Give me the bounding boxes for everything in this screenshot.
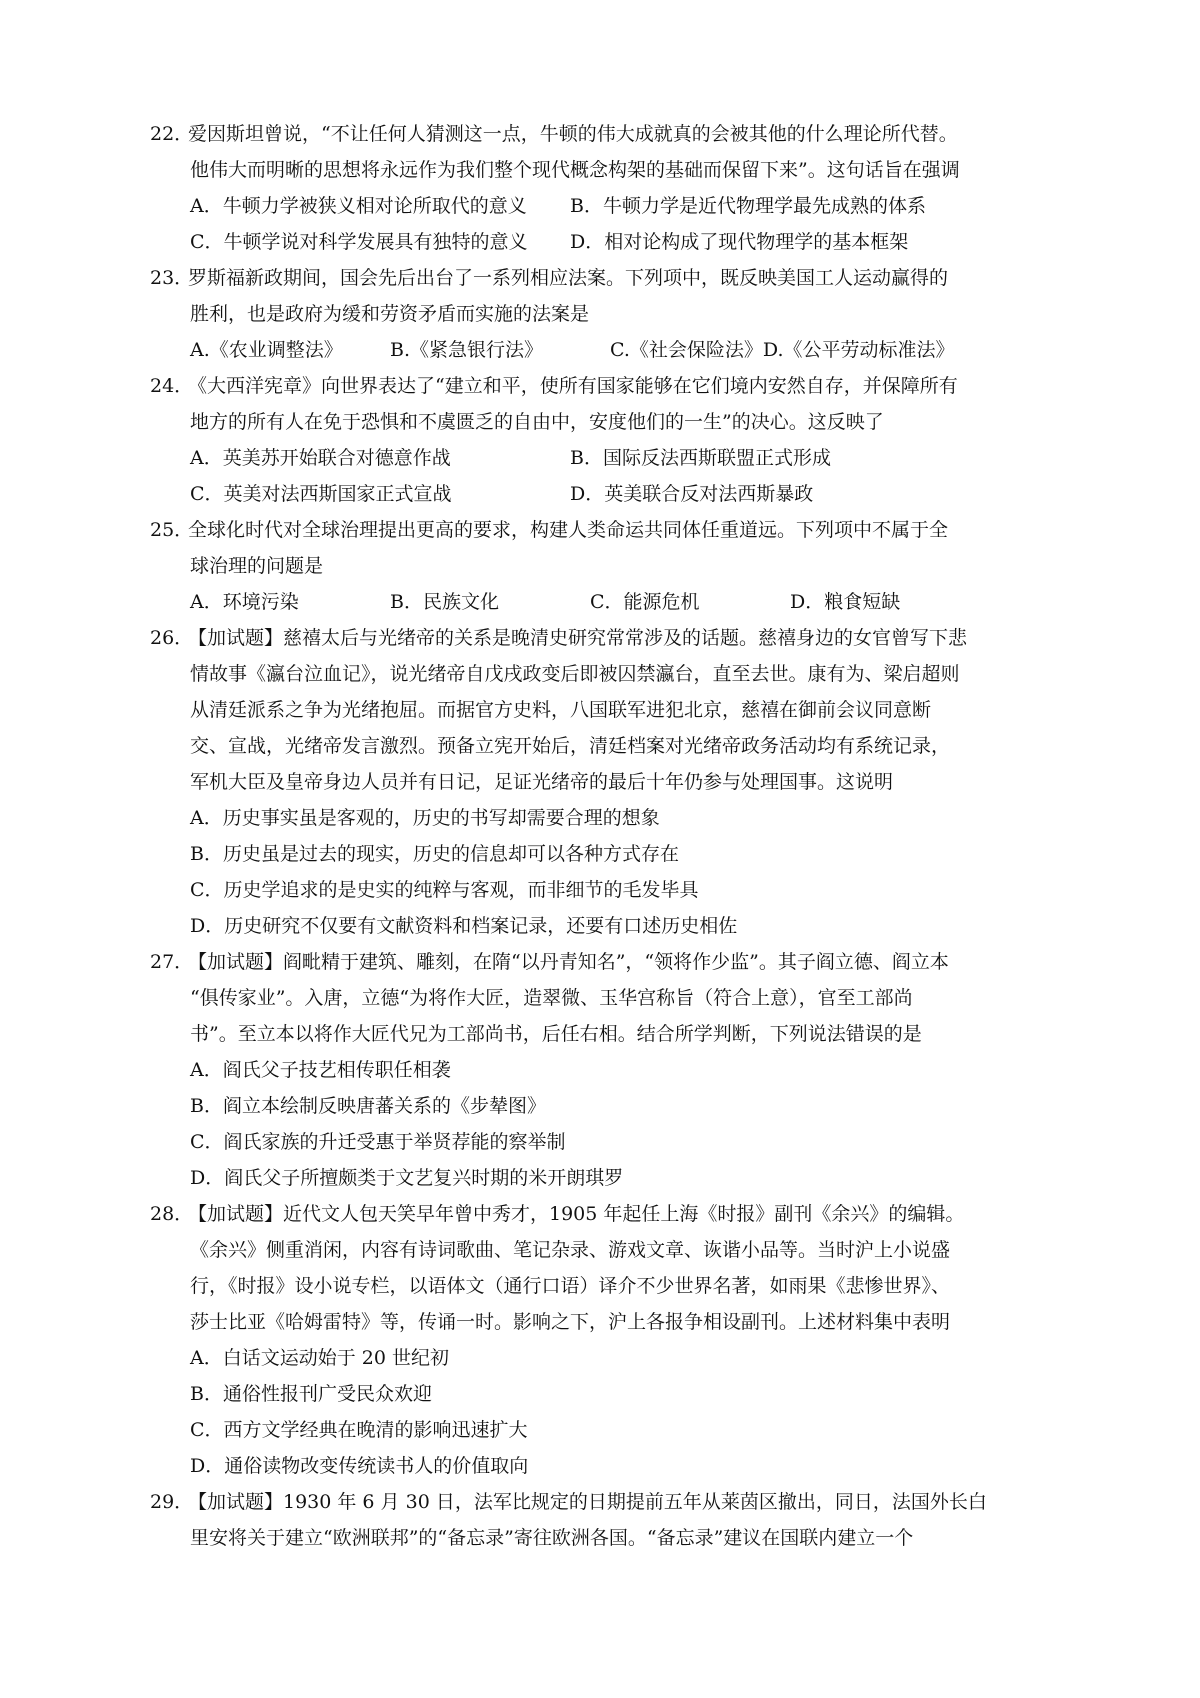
question-number: 25． (150, 519, 194, 541)
question-stem: 他伟大而明晰的思想将永远作为我们整个现代概念构架的基础而保留下来”。这句话旨在强调 (190, 159, 960, 181)
question-stem: 地方的所有人在免于恐惧和不虞匮乏的自由中，安度他们的一生”的决心。这反映了 (190, 411, 884, 433)
option-a: A．历史事实虽是客观的，历史的书写却需要合理的想象 (190, 807, 660, 829)
option-a: A．白话文运动始于 20 世纪初 (190, 1347, 449, 1369)
question-22 (150, 116, 1075, 260)
option-b: B．通俗性报刊广受民众欢迎 (190, 1383, 432, 1405)
question-stem: 胜利，也是政府为缓和劳资矛盾而实施的法案是 (190, 303, 590, 325)
option-d: D．英美联合反对法西斯暴政 (570, 483, 814, 505)
option-row (150, 476, 1075, 512)
question-stem: 莎士比亚《哈姆雷特》等，传诵一时。影响之下，沪上各报争相设副刊。上述材料集中表明 (190, 1311, 951, 1333)
question-stem: 从清廷派系之争为光绪抱屈。而据官方史料，八国联军进犯北京，慈禧在御前会议同意断 (190, 699, 932, 721)
option-a: A．阎氏父子技艺相传职任相袭 (190, 1059, 451, 1081)
question-stem: 军机大臣及皇帝身边人员并有日记，足证光绪帝的最后十年仍参与处理国事。这说明 (190, 771, 894, 793)
option-c-d: C.《社会保险法》D.《公平劳动标准法》 (610, 339, 955, 361)
option-row (150, 188, 1075, 224)
question-stem: 情故事《瀛台泣血记》，说光绪帝自戊戌政变后即被囚禁瀛台，直至去世。康有为、梁启超则 (190, 663, 960, 685)
question-stem: 《余兴》侧重消闲，内容有诗词歌曲、笔记杂录、游戏文章、诙谐小品等。当时沪上小说盛 (190, 1239, 951, 1261)
question-stem: 【加试题】近代文人包天笑早年曾中秀才，1905 年起任上海《时报》副刊《余兴》的编辑。 (188, 1203, 965, 1225)
option-d: D．通俗读物改变传统读书人的价值取向 (190, 1455, 529, 1477)
question-23 (150, 260, 1075, 368)
question-stem: 行，《时报》设小说专栏，以语体文（通行口语）译介不少世界名著，如雨果《悲惨世界》、 (190, 1275, 951, 1297)
option-c: C．能源危机 (590, 591, 700, 613)
option-a: A.《农业调整法》 (190, 339, 343, 361)
question-number: 27． (150, 951, 194, 973)
option-b: B．阎立本绘制反映唐蕃关系的《步辇图》 (190, 1095, 546, 1117)
question-stem: 交、宣战，光绪帝发言激烈。预备立宪开始后，清廷档案对光绪帝政务活动均有系统记录， (190, 735, 951, 757)
question-number: 22． (150, 123, 194, 145)
option-row (150, 440, 1075, 476)
question-stem: 【加试题】阎毗精于建筑、雕刻，在隋“以丹青知名”，“领将作少监”。其子阎立德、阎立本 (188, 951, 949, 973)
question-26 (150, 620, 1075, 944)
question-stem: 全球化时代对全球治理提出更高的要求，构建人类命运共同体任重道远。下列项中不属于全 (188, 519, 949, 541)
option-row (150, 224, 1075, 260)
option-b: B．国际反法西斯联盟正式形成 (570, 447, 831, 469)
option-b: B．牛顿力学是近代物理学最先成熟的体系 (570, 195, 926, 217)
option-c: C．阎氏家族的升迁受惠于举贤荐能的察举制 (190, 1131, 566, 1153)
question-stem: “俱传家业”。入唐，立德“为将作大匠，造翠微、玉华宫称旨（符合上意），官至工部尚 (190, 987, 913, 1009)
question-number: 28． (150, 1203, 194, 1225)
option-a: A．英美苏开始联合对德意作战 (190, 447, 451, 469)
question-24 (150, 368, 1075, 512)
question-29 (150, 1484, 1075, 1556)
question-stem: 【加试题】慈禧太后与光绪帝的关系是晚清史研究常常涉及的话题。慈禧身边的女官曾写下悲 (188, 627, 968, 649)
question-number: 29． (150, 1491, 194, 1513)
option-d: D．阎氏父子所擅颇类于文艺复兴时期的米开朗琪罗 (190, 1167, 624, 1189)
question-number: 26． (150, 627, 194, 649)
option-c: C．牛顿学说对科学发展具有独特的意义 (190, 231, 528, 253)
question-stem: 球治理的问题是 (190, 555, 324, 577)
option-d: D．历史研究不仅要有文献资料和档案记录，还要有口述历史相佐 (190, 915, 738, 937)
question-25 (150, 512, 1075, 620)
option-c: C．西方文学经典在晚清的影响迅速扩大 (190, 1419, 528, 1441)
option-d: D．粮食短缺 (790, 591, 901, 613)
question-stem: 【加试题】1930 年 6 月 30 日，法军比规定的日期提前五年从莱茵区撤出，同日，法国外长白 (188, 1491, 987, 1513)
option-c: C．历史学追求的是史实的纯粹与客观，而非细节的毛发毕具 (190, 879, 699, 901)
question-stem: 《大西洋宪章》向世界表达了“建立和平，使所有国家能够在它们境内安然自存，并保障所有 (188, 375, 958, 397)
question-28 (150, 1196, 1075, 1484)
option-row (150, 332, 1075, 368)
option-b: B．民族文化 (390, 591, 499, 613)
question-27 (150, 944, 1075, 1196)
question-number: 24． (150, 375, 194, 397)
question-stem: 爱因斯坦曾说，“不让任何人猜测这一点，牛顿的伟大成就真的会被其他的什么理论所代替。 (188, 123, 958, 145)
question-stem: 里安将关于建立“欧洲联邦”的“备忘录”寄往欧洲各国。“备忘录”建议在国联内建立一个 (190, 1527, 914, 1549)
option-row (150, 584, 1075, 620)
question-stem: 书”。至立本以将作大匠代兄为工部尚书，后任右相。结合所学判断，下列说法错误的是 (190, 1023, 922, 1045)
option-b: B.《紧急银行法》 (390, 339, 544, 361)
question-stem: 罗斯福新政期间，国会先后出台了一系列相应法案。下列项中，既反映美国工人运动赢得的 (188, 267, 949, 289)
option-a: A．环境污染 (190, 591, 299, 613)
option-a: A．牛顿力学被狭义相对论所取代的意义 (190, 195, 527, 217)
question-number: 23． (150, 267, 194, 289)
option-d: D．相对论构成了现代物理学的基本框架 (570, 231, 909, 253)
option-c: C．英美对法西斯国家正式宣战 (190, 483, 452, 505)
option-b: B．历史虽是过去的现实，历史的信息却可以各种方式存在 (190, 843, 679, 865)
